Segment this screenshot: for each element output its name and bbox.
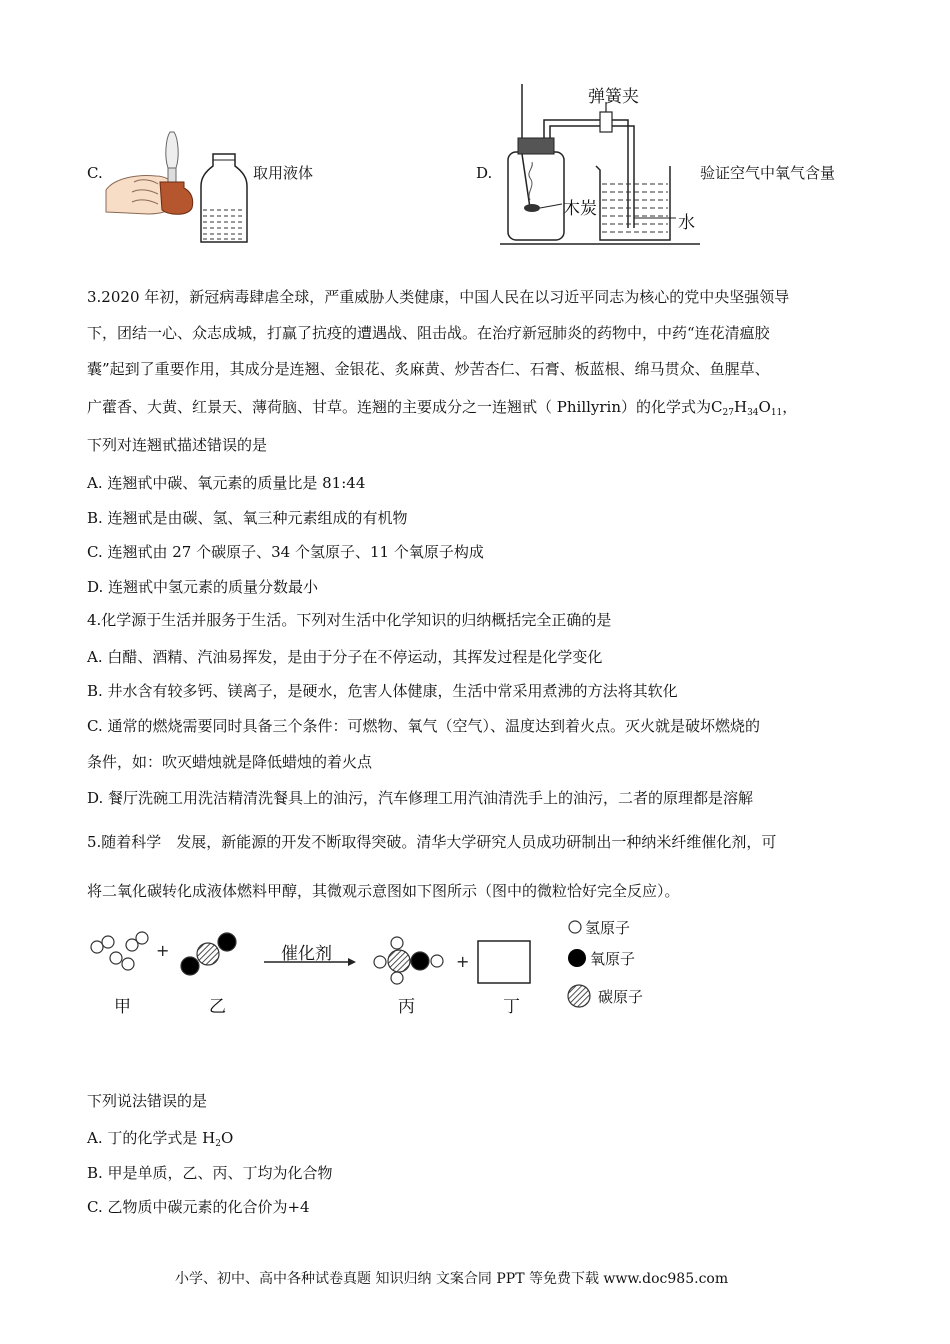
reaction-micro-diagram <box>86 920 556 1020</box>
svg-text:+: + <box>156 941 170 960</box>
liquid-bottle-illustration <box>199 152 249 244</box>
q5-line-2: 将二氧化碳转化成液体燃料甲醇，其微观示意图如下图所示（图中的微粒恰好完全反应）。 <box>87 882 680 900</box>
product-ding-box <box>478 941 530 983</box>
catalyst-label: 催化剂 <box>281 944 332 964</box>
item-c-letter: C. <box>87 164 103 182</box>
clip-label: 弹簧夹 <box>588 87 639 107</box>
q4-option-d: D. 餐厅洗碗工用洗洁精清洗餐具上的油污，汽车修理工用汽油清洗手上的油污，二者的原理都是溶解 <box>87 789 754 807</box>
legend-hydrogen-symbol <box>569 921 581 933</box>
legend-carbon-symbol <box>568 985 590 1007</box>
page-footer: 小学、初中、高中各种试卷真题 知识归纳 文案合同 PPT 等免费下载 www.doc985.com <box>175 1271 729 1287</box>
yi-label: 乙 <box>209 997 226 1017</box>
legend-hydrogen: 氢原子 <box>585 919 631 937</box>
q3-line-1: 3.2020 年初，新冠病毒肆虐全球，严重威胁人类健康，中国人民在以习近平同志为核心的党中央坚强领导 <box>87 288 790 306</box>
bing-label: 丙 <box>398 997 415 1017</box>
legend-carbon: 碳原子 <box>598 988 644 1006</box>
q3-option-d: D. 连翘甙中氢元素的质量分数最小 <box>87 578 319 596</box>
item-d-caption: 验证空气中氧气含量 <box>700 164 836 182</box>
legend-oxygen: 氧原子 <box>590 950 636 968</box>
q5-line-1: 5.随着科学 发展，新能源的开发不断取得突破。清华大学研究人员成功研制出一种纳米纤维催化剂，可 <box>87 833 777 851</box>
jia-label: 甲 <box>114 997 131 1017</box>
reactant-jia-molecules <box>91 932 148 970</box>
charcoal-label: 木炭 <box>563 199 597 219</box>
q4-option-c: C. 通常的燃烧需要同时具备三个条件：可燃物、氧气（空气）、温度达到着火点。灭火就是破坏燃烧的 <box>87 717 760 735</box>
q5-stem2: 下列说法错误的是 <box>87 1092 208 1110</box>
legend-oxygen-symbol <box>568 949 586 967</box>
q3-line-4 <box>87 398 797 419</box>
q4-stem: 4.化学源于生活并服务于生活。下列对生活中化学知识的归纳概括完全正确的是 <box>87 611 612 629</box>
water-label: 水 <box>678 213 695 233</box>
q3-line-3: 囊”起到了重要作用，其成分是连翘、金银花、炙麻黄、炒苦杏仁、石膏、板蓝根、绵马贯众、鱼腥草、 <box>87 360 770 378</box>
q3-option-b: B. 连翘甙是由碳、氢、氧三种元素组成的有机物 <box>87 509 408 527</box>
product-bing-molecule <box>374 937 443 984</box>
q4-option-b: B. 井水含有较多钙、镁离子，是硬水，危害人体健康，生活中常采用煮沸的方法将其软化 <box>87 682 678 700</box>
q3-option-c: C. 连翘甙由 27 个碳原子、34 个氢原子、11 个氧原子构成 <box>87 543 484 561</box>
q5-option-a: A. 丁的化学式是 $H_2O$ <box>87 1129 234 1149</box>
q4-option-a: A. 白醋、酒精、汽油易挥发，是由于分子在不停运动，其挥发过程是化学变化 <box>87 648 603 666</box>
q3-line-5: 下列对连翘甙描述错误的是 <box>87 436 268 454</box>
q5-option-b: B. 甲是单质，乙、丙、丁均为化合物 <box>87 1164 333 1182</box>
phillyrin-formula: $C_{27}H_{34}O_{11}$， <box>711 398 798 418</box>
q3-line-4-text: 广藿香、大黄、红景天、薄荷脑、甘草。连翘的主要成分之一连翘甙（ Phillyrin）的化学式为 <box>87 398 712 416</box>
svg-text:+: + <box>456 952 470 971</box>
q3-option-a: A. 连翘甙中碳、氧元素的质量比是 81:44 <box>87 474 366 492</box>
item-d-letter: D. <box>476 164 493 182</box>
ding-label: 丁 <box>503 997 520 1017</box>
q3-line-2: 下，团结一心、众志成城，打赢了抗疫的遭遇战、阻击战。在治疗新冠肺炎的药物中，中药“连花清瘟胶 <box>87 324 770 342</box>
reactant-yi-molecule <box>181 933 236 975</box>
q5-option-c: C. 乙物质中碳元素的化合价为+4 <box>87 1198 310 1216</box>
item-c-caption: 取用液体 <box>253 164 314 182</box>
q4-option-c-cont: 条件，如：吹灭蜡烛就是降低蜡烛的着火点 <box>87 753 373 771</box>
